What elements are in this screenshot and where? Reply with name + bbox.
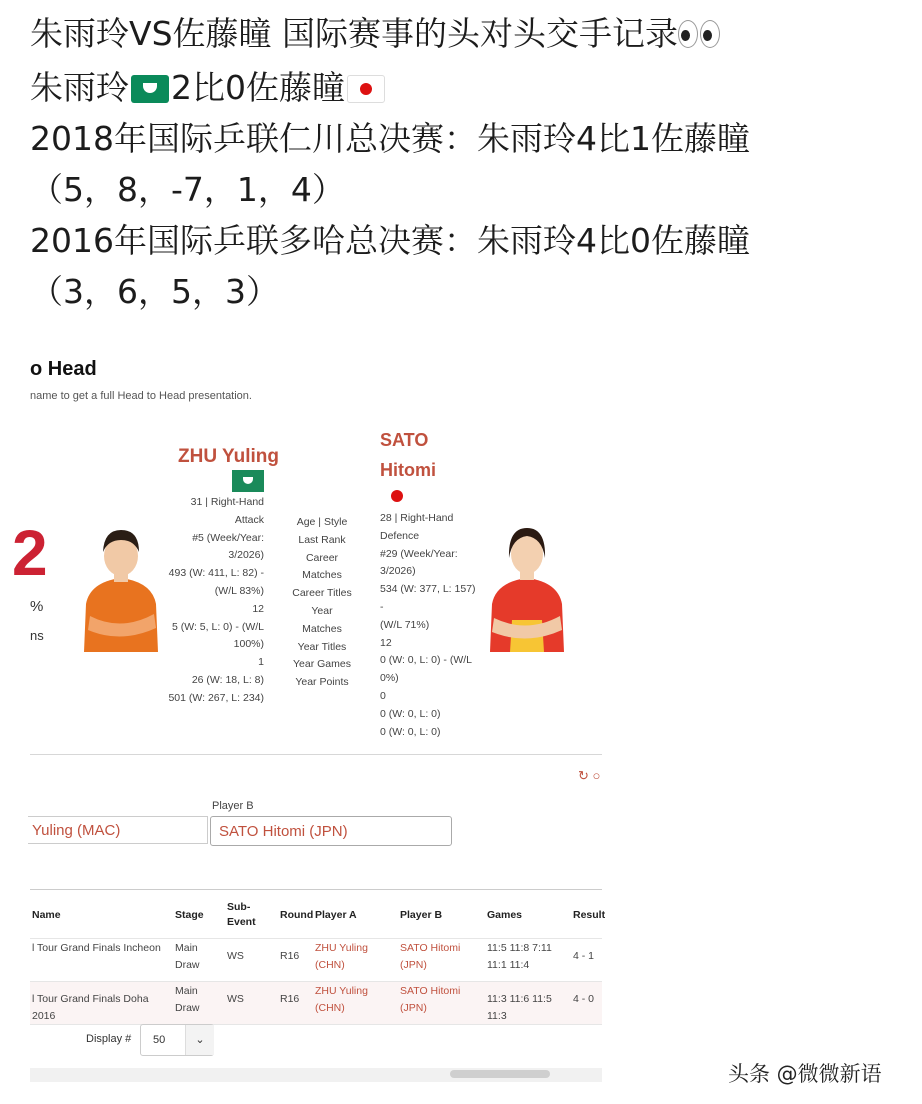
post-line-1 [30, 8, 910, 62]
stat-a-year-wl: 100%) [233, 638, 264, 651]
macau-flag-icon [232, 470, 264, 492]
section-divider [30, 754, 602, 755]
col-header-sub-event[interactable]: Sub-Event [227, 901, 256, 928]
stat-a-career-wl: (W/L 83%) [214, 584, 264, 597]
stat-a-career-titles: 12 [252, 602, 264, 615]
stat-b-rank-week: 3/2026) [380, 565, 416, 578]
player-b-name-line1[interactable]: SATO [380, 430, 429, 450]
cell-result: 4 - 1 [573, 950, 595, 962]
cell-name: l Tour Grand Finals Incheon [32, 942, 161, 954]
table-divider [30, 889, 602, 890]
post-line-2 [30, 62, 910, 113]
cell-sub-event: WS [227, 993, 244, 1005]
label-age-style: Age | Style [296, 516, 348, 528]
watermark: 头条 @微微新语 [728, 1062, 882, 1086]
cell-sub-event: WS [227, 950, 244, 962]
stat-b-career-titles: 12 [380, 636, 392, 649]
player-b-label: Player B [212, 800, 254, 812]
player-a-name-cn: 朱雨玲 [30, 68, 129, 107]
chevron-down-icon[interactable]: ⌄ [185, 1025, 214, 1055]
h2h-partial-ns: ns [30, 628, 44, 643]
stat-a-rank: #5 (Week/Year: [192, 531, 264, 544]
label-last-rank: Last Rank [298, 533, 346, 546]
display-count-label: Display # [86, 1033, 132, 1045]
player-b-input[interactable]: SATO Hitomi (JPN) [210, 816, 452, 846]
col-header-round[interactable]: Round [280, 909, 314, 921]
japan-flag-icon [347, 75, 385, 103]
stat-labels [292, 514, 352, 692]
label-year: Year [311, 604, 333, 617]
cell-player-a[interactable]: ZHU Yuling (CHN) [315, 985, 368, 1014]
post-line-3: 2018年国际乒联仁川总决赛：朱雨玲4比1佐藤瞳 [30, 119, 750, 158]
player-a-photo [76, 500, 166, 652]
stat-a-style: Attack [234, 513, 264, 526]
stat-a-rank-week: 3/2026) [228, 549, 264, 562]
player-a-stats [158, 494, 264, 708]
stat-a-year-matches: 5 (W: 5, L: 0) - (W/L [172, 620, 264, 633]
stat-b-age-style: 28 | Right-Hand [380, 512, 454, 524]
label-year-games: Year Games [293, 658, 351, 671]
label-matches: Matches [302, 569, 342, 582]
post-line-6: （3，6，5，3） [30, 272, 279, 311]
stat-a-year-games: 26 (W: 18, L: 8) [191, 673, 264, 686]
cell-round: R16 [280, 950, 300, 962]
player-b-stats [380, 510, 480, 741]
stat-b-year-wl: 0%) [380, 672, 399, 685]
label-year-points: Year Points [295, 676, 349, 689]
cell-games: 11:5 11:8 7:11 11:1 11:4 [487, 942, 552, 971]
stat-b-career-matches: 534 (W: 377, L: 157) - [380, 583, 476, 613]
cell-player-b[interactable]: SATO Hitomi (JPN) [400, 942, 461, 971]
scrollbar-thumb[interactable] [450, 1070, 550, 1078]
cell-round: R16 [280, 993, 300, 1005]
cell-player-a[interactable]: ZHU Yuling (CHN) [315, 942, 368, 971]
player-b-name-line2[interactable]: Hitomi [380, 460, 436, 480]
display-count-value: 50 [153, 1034, 166, 1046]
cell-name: l Tour Grand Finals Doha 2016 [32, 993, 149, 1022]
h2h-screenshot [12, 340, 606, 1092]
stat-b-year-games: 0 (W: 0, L: 0) [380, 707, 441, 720]
h2h-partial-number: 2 [12, 517, 48, 589]
stat-a-age-style: 31 | Right-Hand [190, 496, 264, 508]
post-headline: 朱雨玲VS佐藤瞳 国际赛事的头对头交手记录 [30, 14, 679, 53]
label-career-titles: Career Titles [292, 587, 352, 600]
col-header-player-a[interactable]: Player A [315, 909, 357, 921]
h2h-partial-pct: % [30, 598, 44, 615]
post-text [30, 8, 910, 317]
stat-b-year-points: 0 (W: 0, L: 0) [380, 725, 441, 738]
label-year-matches: Matches [302, 622, 342, 635]
col-header-name[interactable]: Name [32, 909, 61, 921]
eyes-emoji-icon [678, 11, 722, 62]
h2h-title: o Head [30, 358, 97, 380]
stat-b-career-wl: (W/L 71%) [380, 618, 430, 631]
label-career: Career [305, 551, 339, 564]
stat-a-year-titles: 1 [258, 656, 264, 669]
player-b-photo [482, 500, 572, 652]
stat-b-year-matches: 0 (W: 0, L: 0) - (W/L [380, 654, 472, 667]
cell-games: 11:3 11:6 11:5 11:3 [487, 993, 552, 1022]
h2h-subtitle: name to get a full Head to Head presentation. [30, 390, 252, 402]
col-header-stage[interactable]: Stage [175, 909, 204, 921]
cell-player-b[interactable]: SATO Hitomi (JPN) [400, 985, 461, 1014]
overall-score: 2比0佐藤瞳 [171, 68, 345, 107]
cell-result: 4 - 0 [573, 993, 595, 1005]
post-line-4: （5，8，-7，1，4） [30, 170, 345, 209]
display-count-select[interactable] [140, 1024, 214, 1056]
stat-a-career-matches: 493 (W: 411, L: 82) - [168, 567, 264, 580]
cell-stage: Main Draw [175, 985, 200, 1014]
macau-flag-icon [131, 75, 169, 103]
japan-flag-icon [391, 490, 403, 502]
cell-stage: Main Draw [175, 942, 200, 971]
stat-b-style: Defence [380, 529, 420, 542]
stat-b-rank: #29 (Week/Year: [380, 547, 458, 560]
player-a-input[interactable]: Yuling (MAC) [28, 816, 208, 844]
post-line-5: 2016年国际乒联多哈总决赛：朱雨玲4比0佐藤瞳 [30, 221, 750, 260]
label-year-titles: Year Titles [297, 640, 347, 653]
col-header-games[interactable]: Games [487, 909, 523, 921]
col-header-result[interactable]: Result [573, 909, 606, 921]
stat-b-year-titles: 0 [380, 689, 386, 702]
stat-a-year-points: 501 (W: 267, L: 234) [168, 691, 264, 704]
reset-icon[interactable]: ↻ ○ [578, 768, 601, 783]
col-header-player-b[interactable]: Player B [400, 909, 443, 921]
player-a-name[interactable]: ZHU Yuling [178, 446, 279, 467]
